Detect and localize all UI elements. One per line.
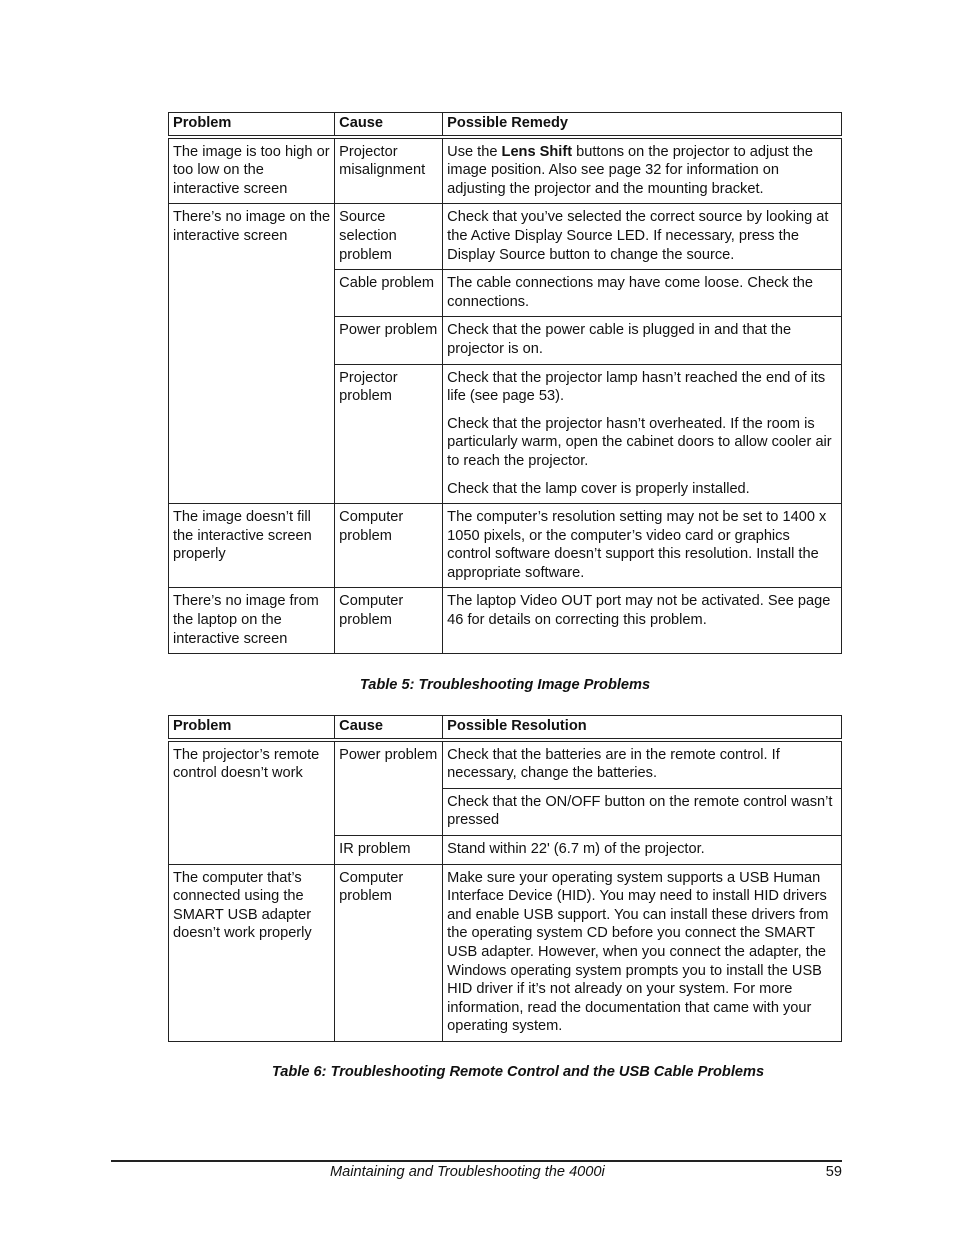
cause-cell: Power problem bbox=[335, 317, 443, 364]
remedy-cell: The laptop Video OUT port may not be activated. See page 46 for details on correcting this problem. bbox=[443, 588, 842, 654]
header-cause: Cause bbox=[335, 113, 443, 137]
remedy-cell: Make sure your operating system supports a USB Human Interface Device (HID). You may need to install HID drivers and enable USB support. You can install these drivers from the operating system CD before you connect the SMART USB adapter. However, when you connect the adapter, the Windows operating system prompts you to install the USB HID driver if it’s not already on your system. For more information, read the documentation that came with your operating system. bbox=[443, 864, 842, 1041]
lens-shift-term: Lens Shift bbox=[501, 143, 573, 160]
table-row bbox=[169, 504, 842, 588]
remedy-paragraph: Check that the lamp cover is properly installed. bbox=[447, 480, 750, 497]
remedy-cell: The computer’s resolution setting may not be set to 1400 x 1050 pixels, or the computer’s video card or graphics control software doesn’t support this resolution. Install the appropriate software. bbox=[443, 504, 842, 588]
table-row bbox=[169, 740, 842, 789]
table-caption: Table 6: Troubleshooting Remote Control and the USB Cable Problems bbox=[271, 1064, 765, 1080]
remedy-cell: Stand within 22' (6.7 m) of the projector. bbox=[443, 835, 842, 864]
problem-cell: The projector’s remote control doesn’t work bbox=[169, 740, 335, 864]
table-caption: Table 5: Troubleshooting Image Problems bbox=[359, 677, 651, 693]
remedy-cell bbox=[443, 137, 842, 204]
table-header-row bbox=[169, 113, 842, 137]
header-problem: Problem bbox=[169, 113, 335, 137]
cause-cell: Projector misalignment bbox=[335, 137, 443, 204]
header-cause: Cause bbox=[335, 716, 443, 740]
header-remedy: Possible Remedy bbox=[443, 113, 842, 137]
header-resolution: Possible Resolution bbox=[443, 716, 842, 740]
remedy-text: buttons on the projector to adjust the image position. Also see page 32 for information on adjusting the projector and the mounting bracket. bbox=[447, 143, 814, 197]
table-header-row bbox=[169, 716, 842, 740]
header-problem: Problem bbox=[169, 716, 335, 740]
table-row bbox=[169, 137, 842, 204]
remedy-cell: Check that the ON/OFF button on the remote control wasn’t pressed bbox=[443, 788, 842, 835]
page-number: 59 bbox=[825, 1164, 842, 1180]
remedy-cell: Check that the power cable is plugged in and that the projector is on. bbox=[443, 317, 842, 364]
problem-cell: The computer that’s connected using the SMART USB adapter doesn’t work properly bbox=[169, 864, 335, 1041]
cause-cell: Power problem bbox=[335, 740, 443, 836]
remedy-cell bbox=[443, 364, 842, 504]
table-row bbox=[169, 204, 842, 270]
problem-cell: There’s no image on the interactive screen bbox=[169, 204, 335, 504]
troubleshooting-image-table bbox=[168, 112, 842, 654]
cause-cell: IR problem bbox=[335, 835, 443, 864]
problem-cell: The image is too high or too low on the interactive screen bbox=[169, 137, 335, 204]
problem-cell: The image doesn’t fill the interactive screen properly bbox=[169, 504, 335, 588]
cause-cell: Source selection problem bbox=[335, 204, 443, 270]
cause-cell: Computer problem bbox=[335, 504, 443, 588]
footer-title: Maintaining and Troubleshooting the 4000i bbox=[330, 1164, 605, 1180]
cause-cell: Cable problem bbox=[335, 270, 443, 317]
troubleshooting-remote-usb-table bbox=[168, 715, 842, 1042]
remedy-paragraph: Check that the projector hasn’t overheated. If the room is particularly warm, open the cabinet doors to allow cooler air to reach the projector. bbox=[447, 415, 832, 469]
remedy-text: Use the bbox=[447, 143, 502, 160]
remedy-cell: Check that the batteries are in the remote control. If necessary, change the batteries. bbox=[443, 740, 842, 789]
remedy-paragraph: Check that the projector lamp hasn’t reached the end of its life (see page 53). bbox=[447, 369, 826, 405]
remedy-cell: The cable connections may have come loose. Check the connections. bbox=[443, 270, 842, 317]
cause-cell: Computer problem bbox=[335, 864, 443, 1041]
table-row bbox=[169, 588, 842, 654]
remedy-cell: Check that you’ve selected the correct source by looking at the Active Display Source LED. If necessary, press the Display Source button to change the source. bbox=[443, 204, 842, 270]
table-row bbox=[169, 864, 842, 1041]
cause-cell: Computer problem bbox=[335, 588, 443, 654]
problem-cell: There’s no image from the laptop on the interactive screen bbox=[169, 588, 335, 654]
cause-cell: Projector problem bbox=[335, 364, 443, 504]
footer-divider bbox=[111, 1160, 842, 1162]
